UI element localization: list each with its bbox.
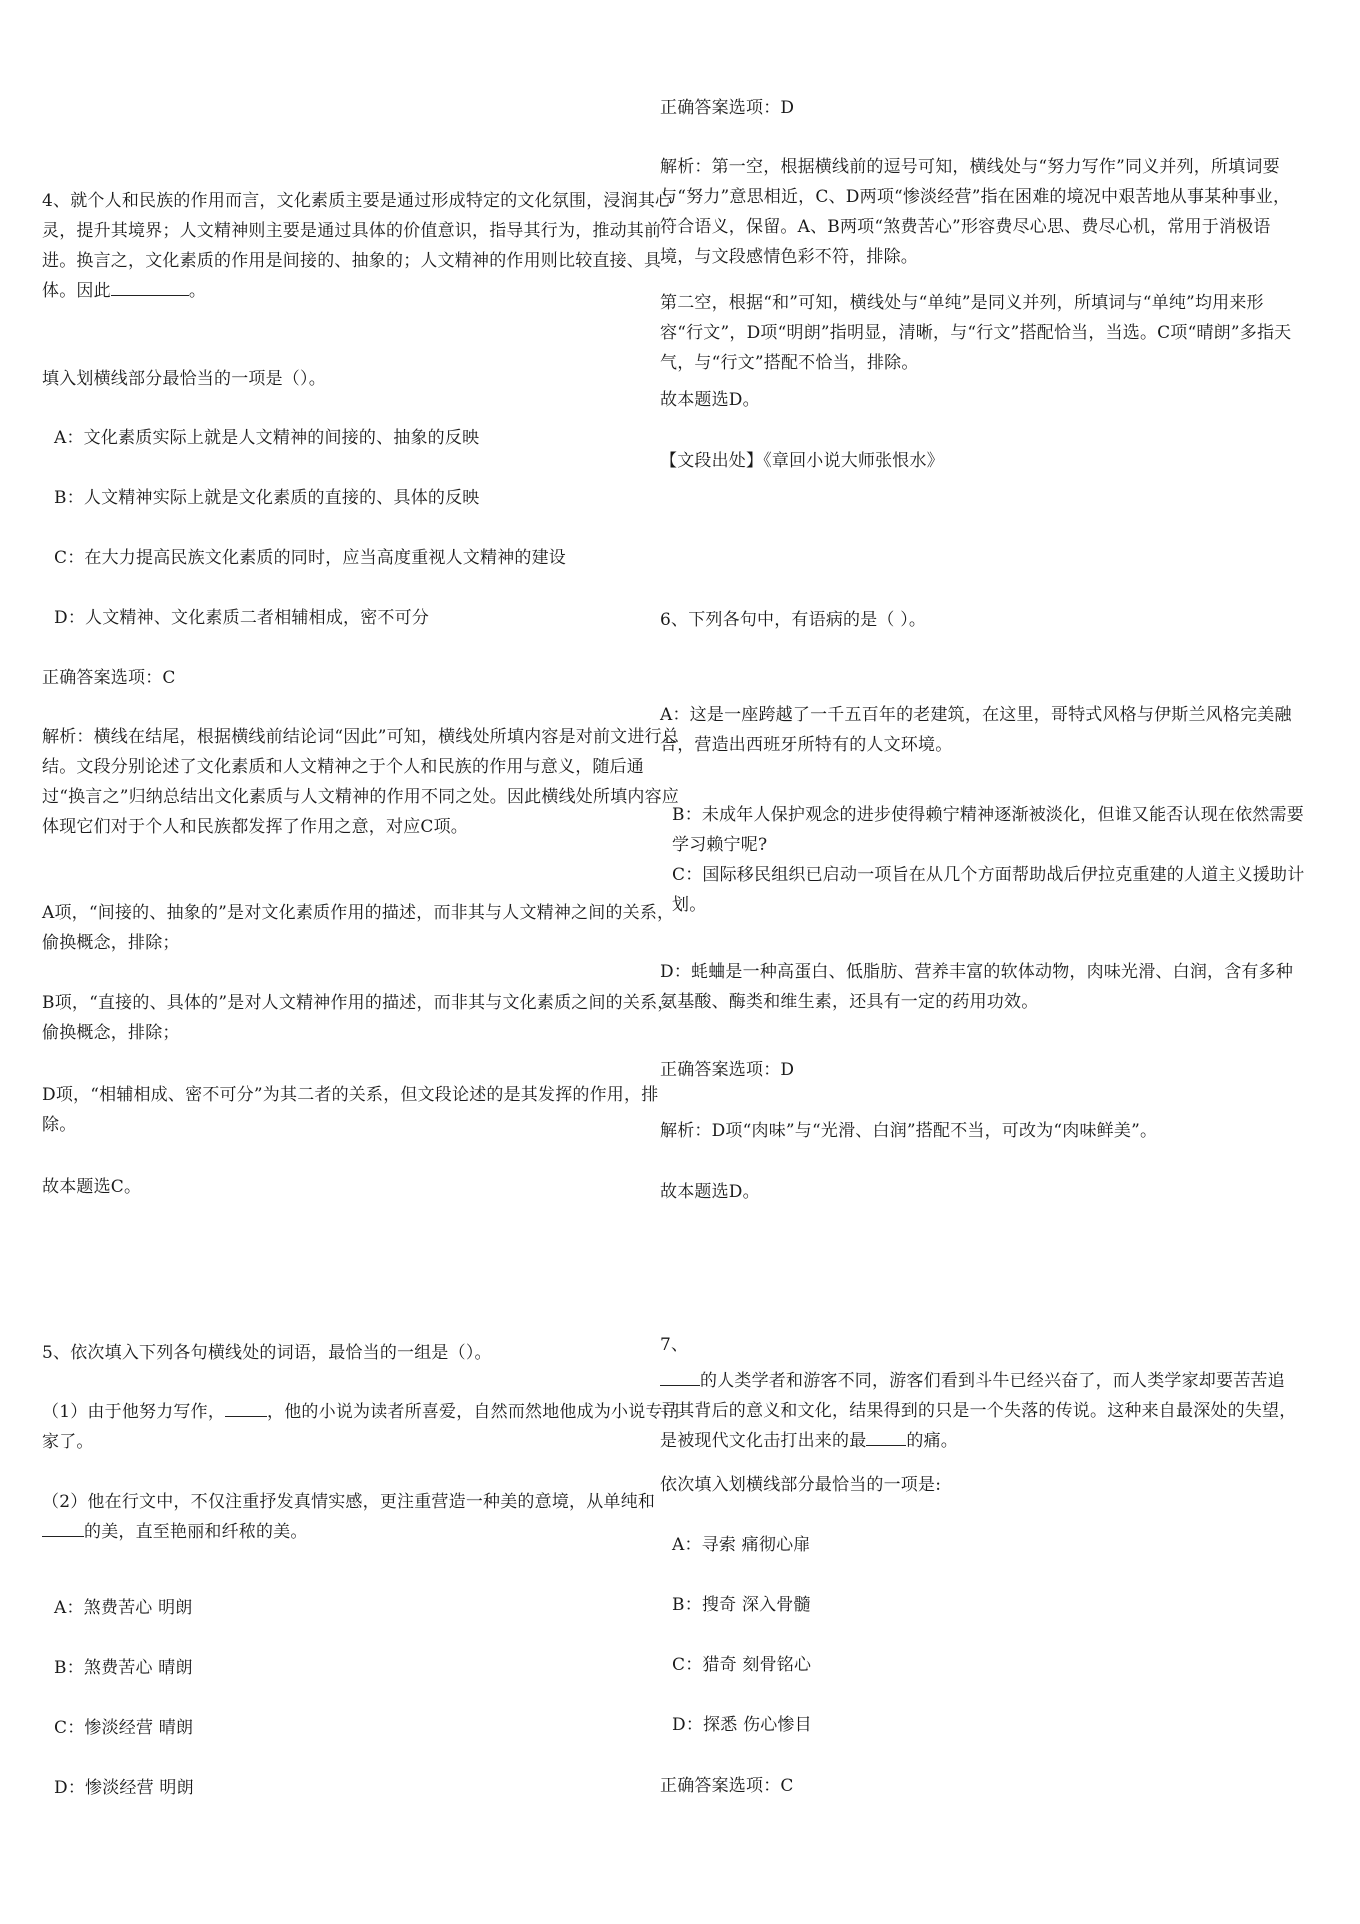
q7-answer: 正确答案选项：C [660, 1776, 794, 1796]
q7-blank-1 [660, 1367, 700, 1386]
q4-option-c: C：在大力提高民族文化素质的同时，应当高度重视人文精神的建设 [54, 548, 567, 568]
q4-analysis-a: A项，“间接的、抽象的”是对文化素质作用的描述，而非其与人文精神之间的关系，偷换概念，排除； [42, 903, 675, 953]
q4-analysis-main: 解析：横线在结尾，根据横线前结论词“因此”可知，横线处所填内容是对前文进行总结。文段分别论述了文化素质和人文精神之于个人和民族的作用与意义，随后通过“换言之”归纳总结出文化素质与人文精神的作用不同之处。因此横线处所填内容应体现它们对于个人和民族都发挥了作用之意，对应C项。 [42, 727, 679, 837]
q5-sentence-1 [42, 1397, 682, 1457]
q4-answer: 正确答案选项：C [42, 668, 176, 688]
q6-option-a: A：这是一座跨越了一千五百年的老建筑，在这里，哥特式风格与伊斯兰风格完美融合，营造出西班牙所特有的人文环境。 [660, 705, 1292, 755]
q5-option-d: D：惨淡经营 明朗 [54, 1778, 194, 1798]
q5-source: 【文段出处】《章回小说大师张恨水》 [660, 451, 944, 471]
q5-s1-text-b: ，他的小说为读者所喜爱，自然而然地他成为小说专门家了。 [42, 1402, 680, 1452]
q5-s2-text-b: 的美，直至艳丽和纤秾的美。 [84, 1522, 308, 1542]
q7-stem-text-b: 的痛。 [906, 1431, 959, 1451]
q4-option-a: A：文化素质实际上就是人文精神的间接的、抽象的反映 [54, 428, 480, 448]
q4-stem [42, 186, 682, 306]
q7-blank-2 [866, 1427, 906, 1446]
q6-option-b: B：未成年人保护观念的进步使得赖宁精神逐渐被淡化，但谁又能否认现在依然需要学习赖宁呢? [672, 805, 1304, 855]
q7-number: 7、 [660, 1335, 689, 1355]
q7-option-a: A：寻索 痛彻心扉 [672, 1535, 811, 1555]
q5-s2-text-a: （2）他在行文中，不仅注重抒发真情实感，更注重营造一种美的意境，从单纯和 [42, 1492, 656, 1512]
q6-option-d: D：蚝蛐是一种高蛋白、低脂肪、营养丰富的软体动物，肉味光滑、白润，含有多种氨基酸、酶类和维生素，还具有一定的药用功效。 [660, 962, 1294, 1012]
q6-conclusion: 故本题选D。 [660, 1182, 760, 1202]
q4-option-b: B：人文精神实际上就是文化素质的直接的、具体的反映 [54, 488, 480, 508]
q7-prompt: 依次填入划横线部分最恰当的一项是: [660, 1475, 942, 1495]
q4-prompt: 填入划横线部分最恰当的一项是（）。 [42, 369, 326, 389]
q7-option-d: D：探悉 伤心惨目 [672, 1715, 812, 1735]
q4-option-d: D：人文精神、文化素质二者相辅相成，密不可分 [54, 608, 430, 628]
q5-option-a: A：煞费苦心 明朗 [54, 1598, 193, 1618]
q6-option-c: C：国际移民组织已启动一项旨在从几个方面帮助战后伊拉克重建的人道主义援助计划。 [672, 865, 1305, 915]
q4-stem-text: 4、就个人和民族的作用而言，文化素质主要是通过形成特定的文化氛围，浸润其心灵，提升其境界；人文精神则主要是通过具体的价值意识，指导其行为，推动其前进。换言之，文化素质的作用是间接的、抽象的；人文精神的作用则比较直接、具体。因此 [42, 191, 673, 301]
q5-s1-text-a: （1）由于他努力写作， [42, 1402, 226, 1422]
q7-option-b: B：搜奇 深入骨髓 [672, 1595, 811, 1615]
q5-conclusion: 故本题选D。 [660, 390, 760, 410]
q6-answer: 正确答案选项：D [660, 1060, 795, 1080]
q7-stem-text-a: 的人类学者和游客不同，游客们看到斗牛已经兴奋了，而人类学家却要苦苦追寻其背后的意义和文化，结果得到的只是一个失落的传说。这种来自最深处的失望，是被现代文化击打出来的最 [660, 1371, 1297, 1451]
q6-analysis: 解析：D项“肉味”与“光滑、白润”搭配不当，可改为“肉味鲜美”。 [660, 1121, 1158, 1141]
q7-stem [660, 1366, 1300, 1456]
q5-answer: 正确答案选项：D [660, 98, 795, 118]
q4-analysis-d: D项，“相辅相成、密不可分”为其二者的关系，但文段论述的是其发挥的作用，排除。 [42, 1085, 659, 1135]
q6-stem: 6、下列各句中，有语病的是（ ）。 [660, 610, 927, 630]
q5-option-b: B：煞费苦心 晴朗 [54, 1658, 193, 1678]
q4-blank [111, 277, 189, 296]
q5-blank-1 [225, 1398, 267, 1417]
q5-sentence-2 [42, 1487, 682, 1547]
q7-option-c: C：猎奇 刻骨铭心 [672, 1655, 812, 1675]
q5-option-c: C：惨淡经营 晴朗 [54, 1718, 194, 1738]
q4-stem-end: 。 [188, 281, 207, 301]
q5-blank-2 [42, 1518, 84, 1537]
q5-analysis-2: 第二空，根据“和”可知，横线处与“单纯”是同义并列，所填词与“单纯”均用来形容“行文”，D项“明朗”指明显，清晰，与“行文”搭配恰当，当选。C项“晴朗”多指天气，与“行文”搭配不恰当，排除。 [660, 293, 1292, 373]
q5-analysis-1: 解析：第一空，根据横线前的逗号可知，横线处与“努力写作”同义并列，所填词要与“努力”意思相近，C、D两项“惨淡经营”指在困难的境况中艰苦地从事某种事业，符合语义，保留。A、B两项“煞费苦心”形容费尽心思、费尽心机，常用于消极语境，与文段感情色彩不符，排除。 [660, 157, 1291, 267]
q5-stem: 5、依次填入下列各句横线处的词语，最恰当的一组是（）。 [42, 1343, 492, 1363]
q4-analysis-b: B项，“直接的、具体的”是对人文精神作用的描述，而非其与文化素质之间的关系，偷换概念，排除； [42, 993, 675, 1043]
q4-conclusion: 故本题选C。 [42, 1177, 142, 1197]
